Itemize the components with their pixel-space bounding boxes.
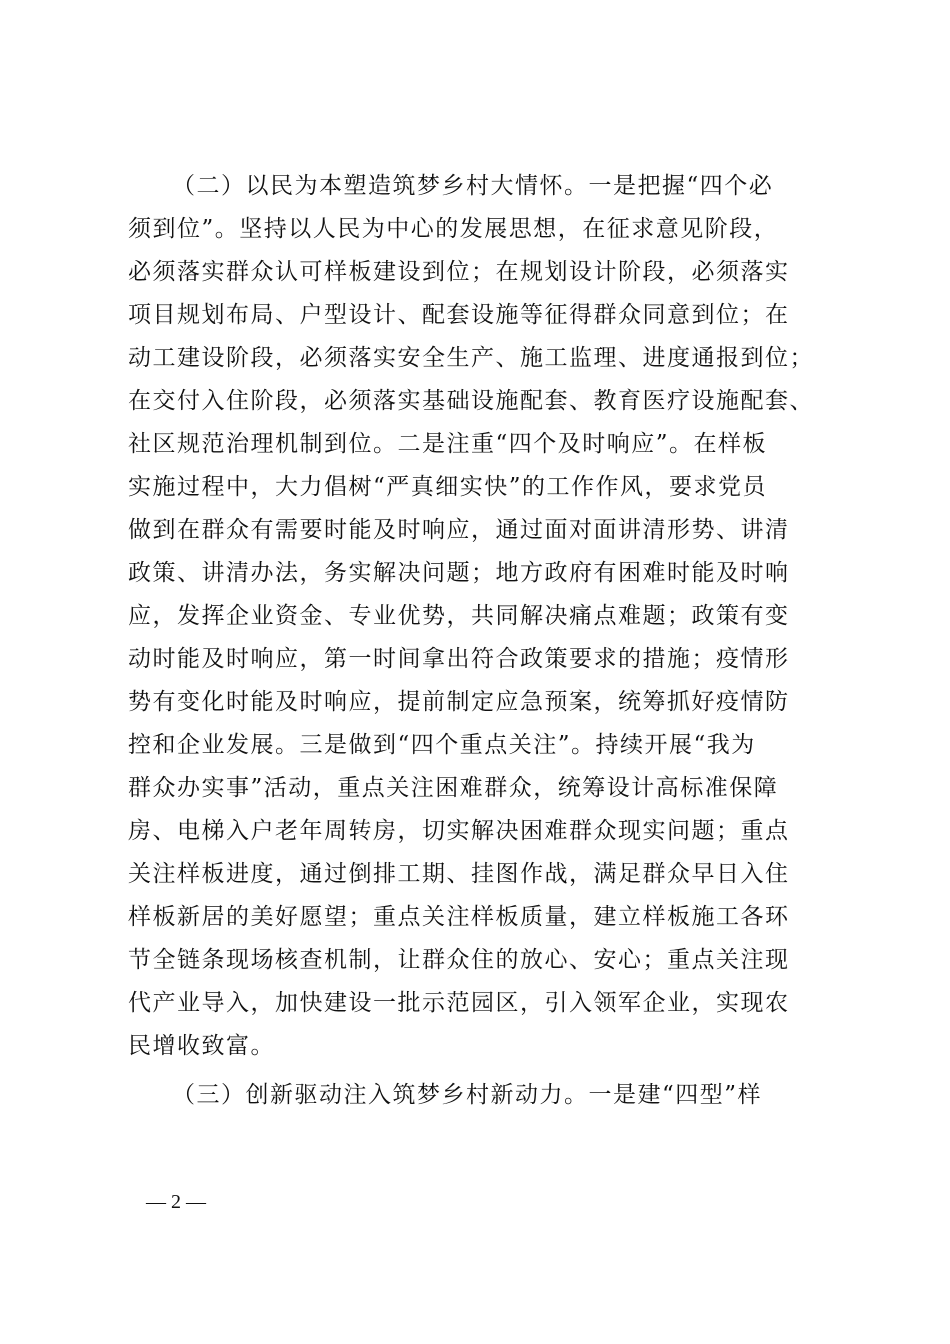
text-line: 应，发挥企业资金、专业优势，共同解决痛点难题；政策有变 (128, 603, 790, 629)
text-line: 势有变化时能及时响应，提前制定应急预案，统筹抓好疫情防 (128, 689, 790, 715)
text-line: 实施过程中，大力倡树“严真细实快”的工作作风，要求党员 (128, 474, 768, 500)
text-line: 动时能及时响应，第一时间拿出符合政策要求的措施；疫情形 (128, 646, 790, 672)
text-line: 代产业导入，加快建设一批示范园区，引入领军企业，实现农 (128, 990, 790, 1016)
text-line: 做到在群众有需要时能及时响应，通过面对面讲清形势、讲清 (128, 517, 790, 543)
page-number: — 2 — (146, 1191, 206, 1213)
text-line: 社区规范治理机制到位。二是注重“四个及时响应”。在样板 (128, 431, 768, 457)
text-line: 在交付入住阶段，必须落实基础设施配套、教育医疗设施配套、 (128, 388, 814, 414)
text-line: 政策、讲清办法，务实解决问题；地方政府有困难时能及时响 (128, 560, 790, 586)
text-line: （二）以民为本塑造筑梦乡村大情怀。一是把握“四个必 (172, 173, 774, 199)
text-line: 关注样板进度，通过倒排工期、挂图作战，满足群众早日入住 (128, 861, 790, 887)
text-line: 必须落实群众认可样板建设到位；在规划设计阶段，必须落实 (128, 259, 790, 285)
text-line: 民增收致富。 (128, 1033, 275, 1059)
text-line: 须到位”。坚持以人民为中心的发展思想，在征求意见阶段， (128, 216, 779, 242)
text-line: 节全链条现场核查机制，让群众住的放心、安心；重点关注现 (128, 947, 790, 973)
text-line: 项目规划布局、户型设计、配套设施等征得群众同意到位；在 (128, 302, 790, 328)
text-line: （三）创新驱动注入筑梦乡村新动力。一是建“四型”样 (172, 1082, 763, 1108)
text-line: 控和企业发展。三是做到“四个重点关注”。持续开展“我为 (128, 732, 756, 758)
text-line: 样板新居的美好愿望；重点关注样板质量，建立样板施工各环 (128, 904, 790, 930)
text-line: 群众办实事”活动，重点关注困难群众，统筹设计高标准保障 (128, 775, 779, 801)
text-line: 房、电梯入户老年周转房，切实解决困难群众现实问题；重点 (128, 818, 790, 844)
text-line: 动工建设阶段，必须落实安全生产、施工监理、进度通报到位； (128, 345, 814, 371)
